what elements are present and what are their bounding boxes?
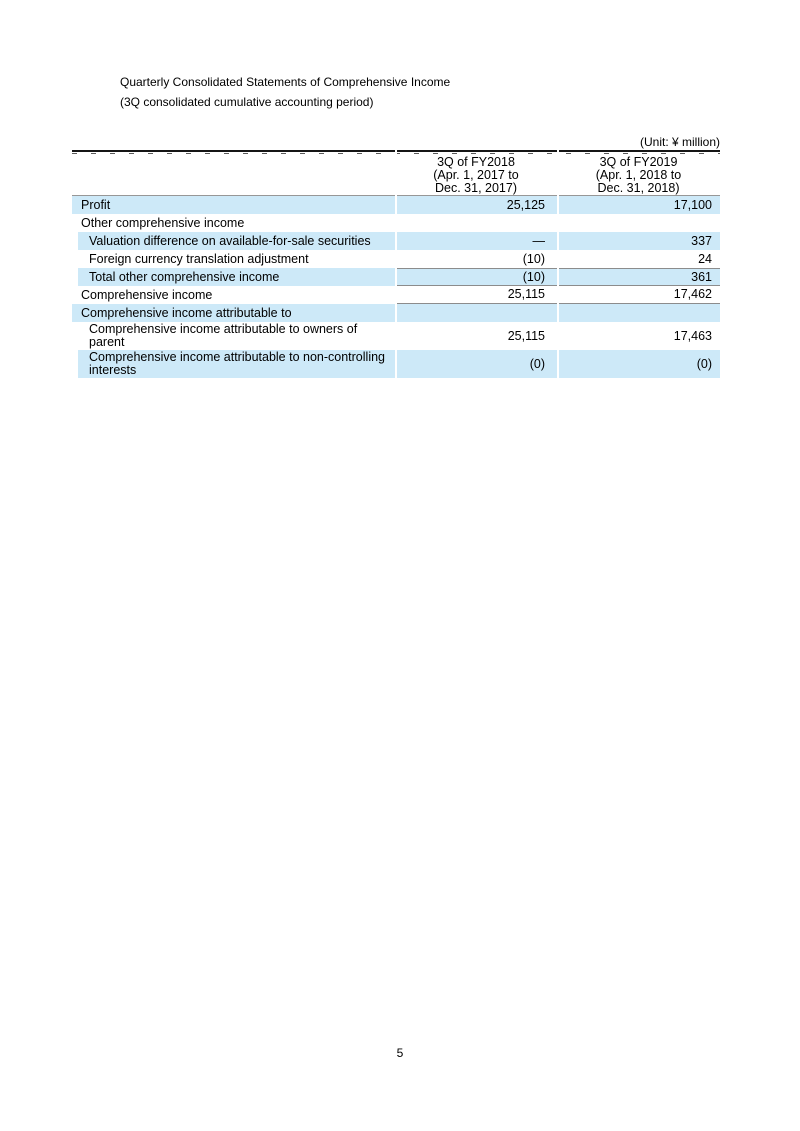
column-header-line: 3Q of FY2018 (437, 155, 515, 169)
row-label: Other comprehensive income (81, 215, 245, 230)
row-label: Comprehensive income attributable to non-controlling interests (78, 350, 395, 378)
value-fy2019: 24 (698, 251, 712, 266)
value-fy2018: 25,115 (507, 328, 545, 343)
value-fy2018 (395, 304, 557, 322)
column-header-line: Dec. 31, 2017) (435, 181, 517, 195)
row-label: Comprehensive income (81, 287, 213, 302)
value-fy2019: (0) (557, 350, 720, 378)
page-number: 5 (396, 1046, 404, 1060)
document-title: Quarterly Consolidated Statements of Comprehensive Income (120, 75, 451, 89)
row-label: Comprehensive income attributable to (78, 304, 395, 322)
row-label: Valuation difference on available-for-sale securities (78, 232, 395, 250)
value-fy2019: 17,462 (557, 286, 720, 304)
row-label: Total other comprehensive income (78, 268, 395, 286)
column-header-fy2019 (557, 156, 720, 195)
value-fy2019 (557, 214, 720, 232)
column-header-line: (Apr. 1, 2018 to (595, 168, 682, 182)
row-label: Profit (78, 196, 395, 214)
unit-note: (Unit: ¥ million) (639, 135, 720, 149)
value-fy2019 (557, 304, 720, 322)
value-fy2018: (0) (395, 350, 557, 378)
row-label: Comprehensive income attributable to owners of parent (89, 322, 358, 349)
column-header-line: 3Q of FY2019 (599, 155, 678, 169)
comprehensive-income-table (72, 150, 720, 378)
value-fy2018: 25,125 (395, 196, 557, 214)
column-divider (395, 150, 397, 378)
value-fy2018: 25,115 (395, 286, 557, 304)
row-label: Foreign currency translation adjustment (89, 251, 309, 266)
column-divider (557, 150, 559, 378)
value-fy2019: 361 (557, 268, 720, 286)
column-header-line: Dec. 31, 2018) (597, 181, 680, 195)
value-fy2019: 17,100 (557, 196, 720, 214)
value-fy2018: — (395, 232, 557, 250)
header-label-spacer (72, 156, 395, 195)
column-header-line: (Apr. 1, 2017 to (433, 168, 519, 182)
value-fy2018: (10) (522, 251, 545, 266)
value-fy2018 (395, 214, 557, 232)
document-subtitle: (3Q consolidated cumulative accounting period) (120, 95, 374, 109)
value-fy2018: (10) (395, 268, 557, 286)
column-header-fy2018 (395, 156, 557, 195)
value-fy2019: 337 (557, 232, 720, 250)
value-fy2019: 17,463 (673, 328, 712, 343)
